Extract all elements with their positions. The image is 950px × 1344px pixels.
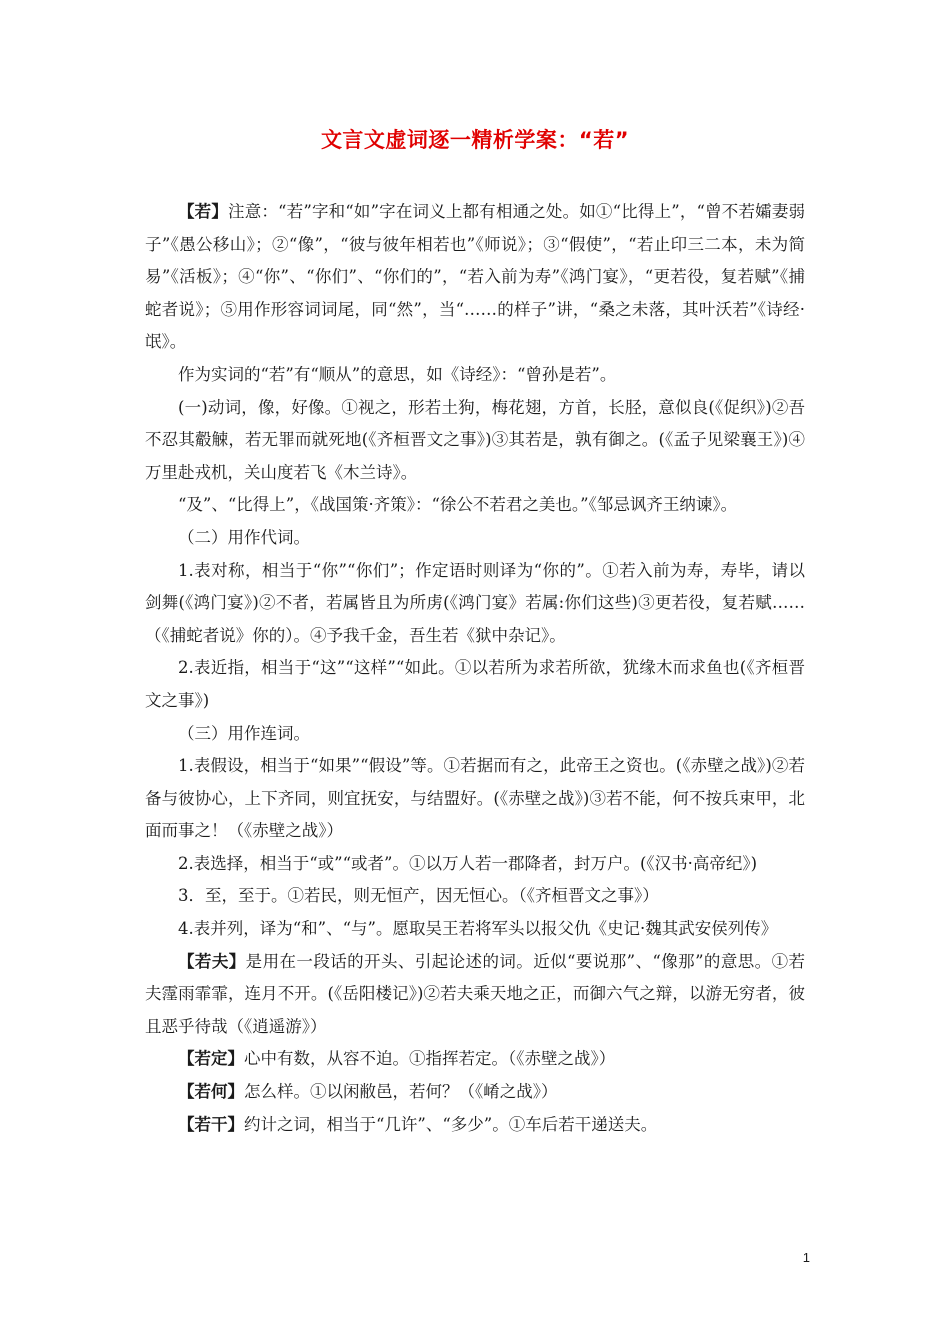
paragraph-text: “及”、“比得上”，《战国策·齐策》：“徐公不若君之美也。”《邹忌讽齐王纳谏》。 bbox=[178, 495, 738, 515]
paragraph bbox=[145, 359, 805, 392]
paragraph bbox=[145, 489, 805, 522]
paragraph-text: 2.表选择，相当于“或”“或者”。①以万人若一郡降者，封万户。(《汉书·高帝纪》) bbox=[178, 853, 758, 873]
paragraph-text: 作为实词的“若”有“顺从”的意思，如《诗经》：“曾孙是若”。 bbox=[178, 364, 617, 384]
paragraph-text: 注意：“若”字和“如”字在词义上都有相通之处。如①“比得上”，“曾不若孀妻弱子”《愚公移山》；②“像”，“彼与彼年相若也”《师说》；③“假使”，“若止印三二本，未为简易”《活板》；④“你”、“你们”、“你们的”，“若入前为寿”《鸿门宴》，“更若役，复若赋”《捕蛇者说》；⑤用作形容词词尾，同“然”，当“……的样子”讲，“桑之未落，其叶沃若”《诗经·氓》。 bbox=[145, 202, 805, 352]
paragraph-text: 4.表并列，译为“和”、“与”。愿取吴王若将军头以报父仇《史记·魏其武安侯列传》 bbox=[178, 919, 778, 939]
paragraph-text: 是用在一段话的开头、引起论述的词。近似“要说那”、“像那”的意思。①若夫霪雨霏霏，连月不开。(《岳阳楼记》)②若夫乘天地之正，而御六气之辩，以游无穷者，彼且恶乎待哉（《逍遥游》） bbox=[145, 951, 806, 1036]
paragraph bbox=[145, 1109, 805, 1142]
paragraph-text: 1.表假设，相当于“如果”“假设”等。①若据而有之，此帝王之资也。(《赤壁之战》)②若备与彼协心，上下齐同，则宜抚安，与结盟好。(《赤壁之战》)③若不能，何不按兵束甲，北面而事之！（《赤壁之战》） bbox=[145, 756, 805, 841]
entry-term: 【若何】 bbox=[178, 1082, 244, 1102]
paragraph bbox=[145, 913, 805, 946]
entry-term: 【若定】 bbox=[178, 1049, 244, 1069]
document-body bbox=[145, 196, 805, 1141]
paragraph bbox=[145, 392, 805, 490]
paragraph-text: 3．至，至于。①若民，则无恒产，因无恒心。（《齐桓晋文之事》） bbox=[178, 886, 659, 906]
page-title: 文言文虚词逐一精析学案：“若” bbox=[320, 128, 630, 152]
paragraph bbox=[145, 848, 805, 881]
paragraph-text: （三）用作连词。 bbox=[178, 723, 310, 743]
paragraph bbox=[145, 1043, 805, 1076]
paragraph-text: 1.表对称，相当于“你”“你们”；作定语时则译为“你的”。①若入前为寿，寿毕，请以剑舞(《鸿门宴》)②不者，若属皆且为所虏(《鸿门宴》若属:你们这些)③更若役，复若赋……（《捕蛇者说》你的）。④予我千金，吾生若《狱中杂记》。 bbox=[145, 560, 805, 645]
paragraph-text: 约计之词，相当于“几许”、“多少”。①车后若干递送夫。 bbox=[244, 1114, 658, 1134]
paragraph bbox=[145, 946, 805, 1044]
paragraph bbox=[145, 196, 805, 359]
paragraph bbox=[145, 880, 805, 913]
section-heading bbox=[145, 522, 805, 555]
entry-term: 【若夫】 bbox=[178, 951, 246, 971]
paragraph bbox=[145, 1076, 805, 1109]
entry-term: 【若】 bbox=[178, 202, 229, 221]
entry-term: 【若干】 bbox=[178, 1114, 244, 1134]
paragraph-text: 2.表近指，相当于“这”“这样”“如此。①以若所为求若所欲，犹缘木而求鱼也(《齐桓晋文之事》) bbox=[145, 658, 805, 710]
paragraph-text: （二）用作代词。 bbox=[178, 527, 310, 547]
paragraph bbox=[145, 750, 805, 848]
paragraph-text: 心中有数，从容不迫。①指挥若定。（《赤壁之战》） bbox=[244, 1049, 616, 1069]
paragraph-text: (一)动词，像，好像。①视之，形若土狗，梅花翅，方首，长胫，意似良(《促织》)②吾不忍其觳觫，若无罪而就死地(《齐桓晋文之事》)③其若是，孰有御之。(《孟子见梁襄王》)④万里赴戎机，关山度若飞《木兰诗》。 bbox=[145, 397, 805, 482]
section-heading bbox=[145, 718, 805, 751]
paragraph bbox=[145, 555, 805, 653]
page-number: 1 bbox=[802, 1250, 810, 1265]
paragraph bbox=[145, 652, 805, 717]
paragraph-text: 怎么样。①以闲敝邑，若何？（《崤之战》） bbox=[244, 1082, 558, 1102]
